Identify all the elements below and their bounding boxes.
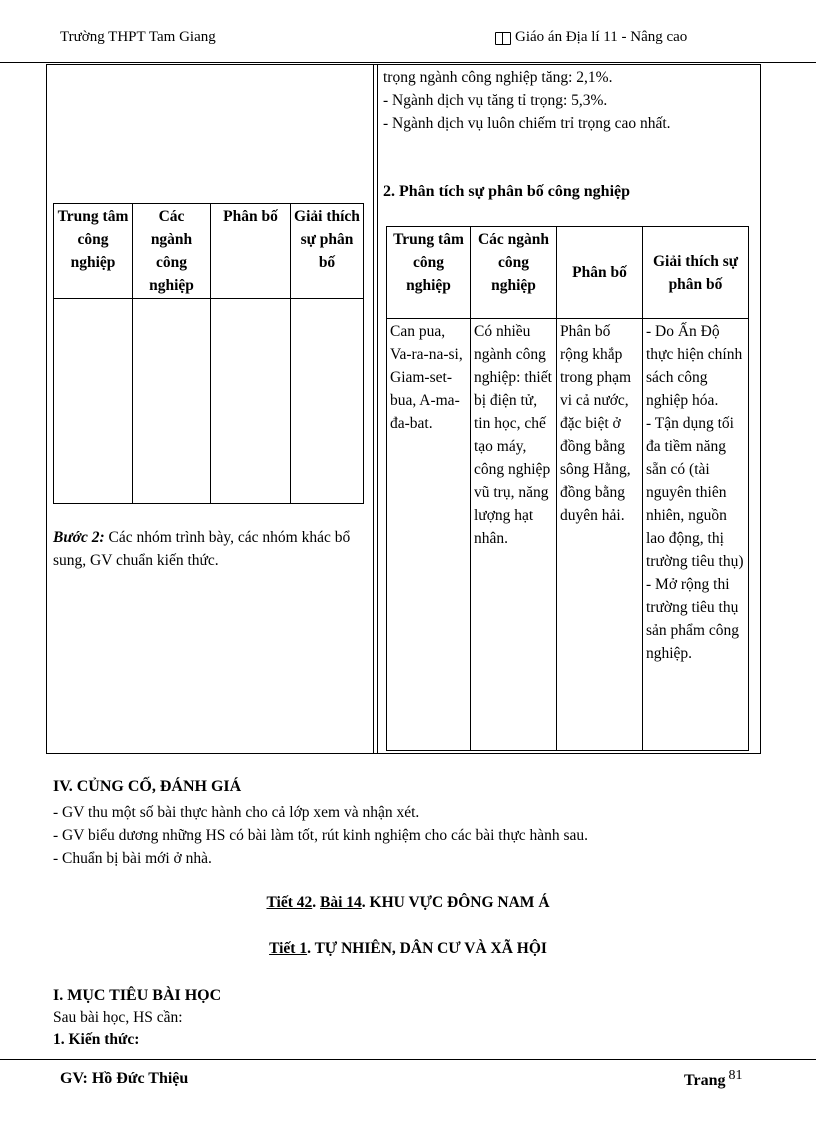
step-2-label: Bước 2: [53,529,105,546]
header-cell: Các ngành công nghiệp [471,227,557,319]
footer-page [684,1068,742,1090]
lesson-heading: Tiết 42. Bài 14. KHU VỰC ĐÔNG NAM Á [266,894,550,911]
header-cell: Trung tâm công nghiệp [387,227,471,319]
cell-industries: Có nhiều ngành công nghiệp: thiết bị điện tử, tin học, chế tạo máy, công nghiệp vũ trụ, năng lượng hạt nhân. [471,319,557,751]
page-number: 81 [728,1068,743,1083]
cell-explanation [643,319,749,751]
empty-cell [133,299,211,504]
header-cell: Phân bố [557,227,643,319]
lesson-number: Bài 14 [320,894,362,911]
footer-teacher: GV: Hồ Đức Thiệu [60,1070,189,1087]
objectives-intro: Sau bài học, HS cần: [53,1009,183,1026]
right-column-text [383,66,753,135]
subheading-period: Tiết 1 [269,940,308,957]
text-line: - Ngành dịch vụ luôn chiếm trỉ trọng cao nhất. [383,115,671,132]
industry-table [386,226,749,751]
cell-distribution: Phân bố rộng khắp trong phạm vi cả nước, đặc biệt ở đồng bằng sông Hằng, đồng bằng duyên hải. [557,319,643,751]
text-line: - Ngành dịch vụ tăng tỉ trọng: 5,3%. [383,92,608,109]
column-divider-double [377,64,378,754]
header-rule [0,62,816,63]
lesson-period: Tiết 42 [266,894,313,911]
footer-rule [0,1059,816,1060]
section-4-item: - GV thu một số bài thực hành cho cả lớp xem và nhận xét. [53,804,420,821]
worksheet-table-empty [53,203,364,504]
header-school: Trường THPT Tam Giang [60,29,216,45]
objectives-title: I. MỤC TIÊU BÀI HỌC [53,987,222,1004]
header-cell: Giải thích sự phân bố [643,227,749,319]
empty-cell [291,299,364,504]
empty-cell [54,299,133,504]
header-cell: Trung tâm công nghiệp [54,204,133,299]
section-title-industry: 2. Phân tích sự phân bố công nghiệp [383,183,631,200]
step-2-text [53,526,363,572]
step-2-body: Các nhóm trình bày, các nhóm khác bổ sung, GV chuẩn kiến thức. [53,529,351,569]
header-title [495,29,687,46]
section-4-title: IV. CỦNG CỐ, ĐÁNH GIÁ [53,778,242,795]
header-title-text: Giáo án Địa lí 11 - Nâng cao [515,29,688,45]
subheading-name: . TỰ NHIÊN, DÂN CƯ VÀ XÃ HỘI [307,940,547,957]
text-line: trọng ngành công nghiệp tăng: 2,1%. [383,69,613,86]
header-cell: Phân bố [211,204,291,299]
empty-cell [211,299,291,504]
column-divider [373,64,374,754]
header-cell: Giải thích sự phân bố [291,204,364,299]
header-cell: Các ngành công nghiệp [133,204,211,299]
explanation-item: - Do Ấn Độ thực hiện chính sách công nghiệp hóa. [646,323,743,409]
section-4-item: - Chuẩn bị bài mới ở nhà. [53,850,212,867]
lesson-name: . KHU VỰC ĐÔNG NAM Á [361,894,550,911]
explanation-item: - Tận dụng tối đa tiềm năng sẵn có (tài nguyên thiên nhiên, nguồn lao động, thị trường tiêu thụ) [646,415,744,570]
page-label: Trang [684,1072,726,1089]
knowledge-heading: 1. Kiến thức: [53,1031,140,1048]
book-icon [495,32,511,44]
lesson-subheading [0,940,816,958]
cell-centers: Can pua, Va-ra-na-si, Giam-set-bua, A-ma-đa-bat. [387,319,471,751]
section-4-item: - GV biểu dương những HS có bài làm tốt, rút kinh nghiệm cho các bài thực hành sau. [53,827,589,844]
explanation-item: - Mở rộng thi trường tiêu thụ sản phẩm công nghiệp. [646,576,739,662]
